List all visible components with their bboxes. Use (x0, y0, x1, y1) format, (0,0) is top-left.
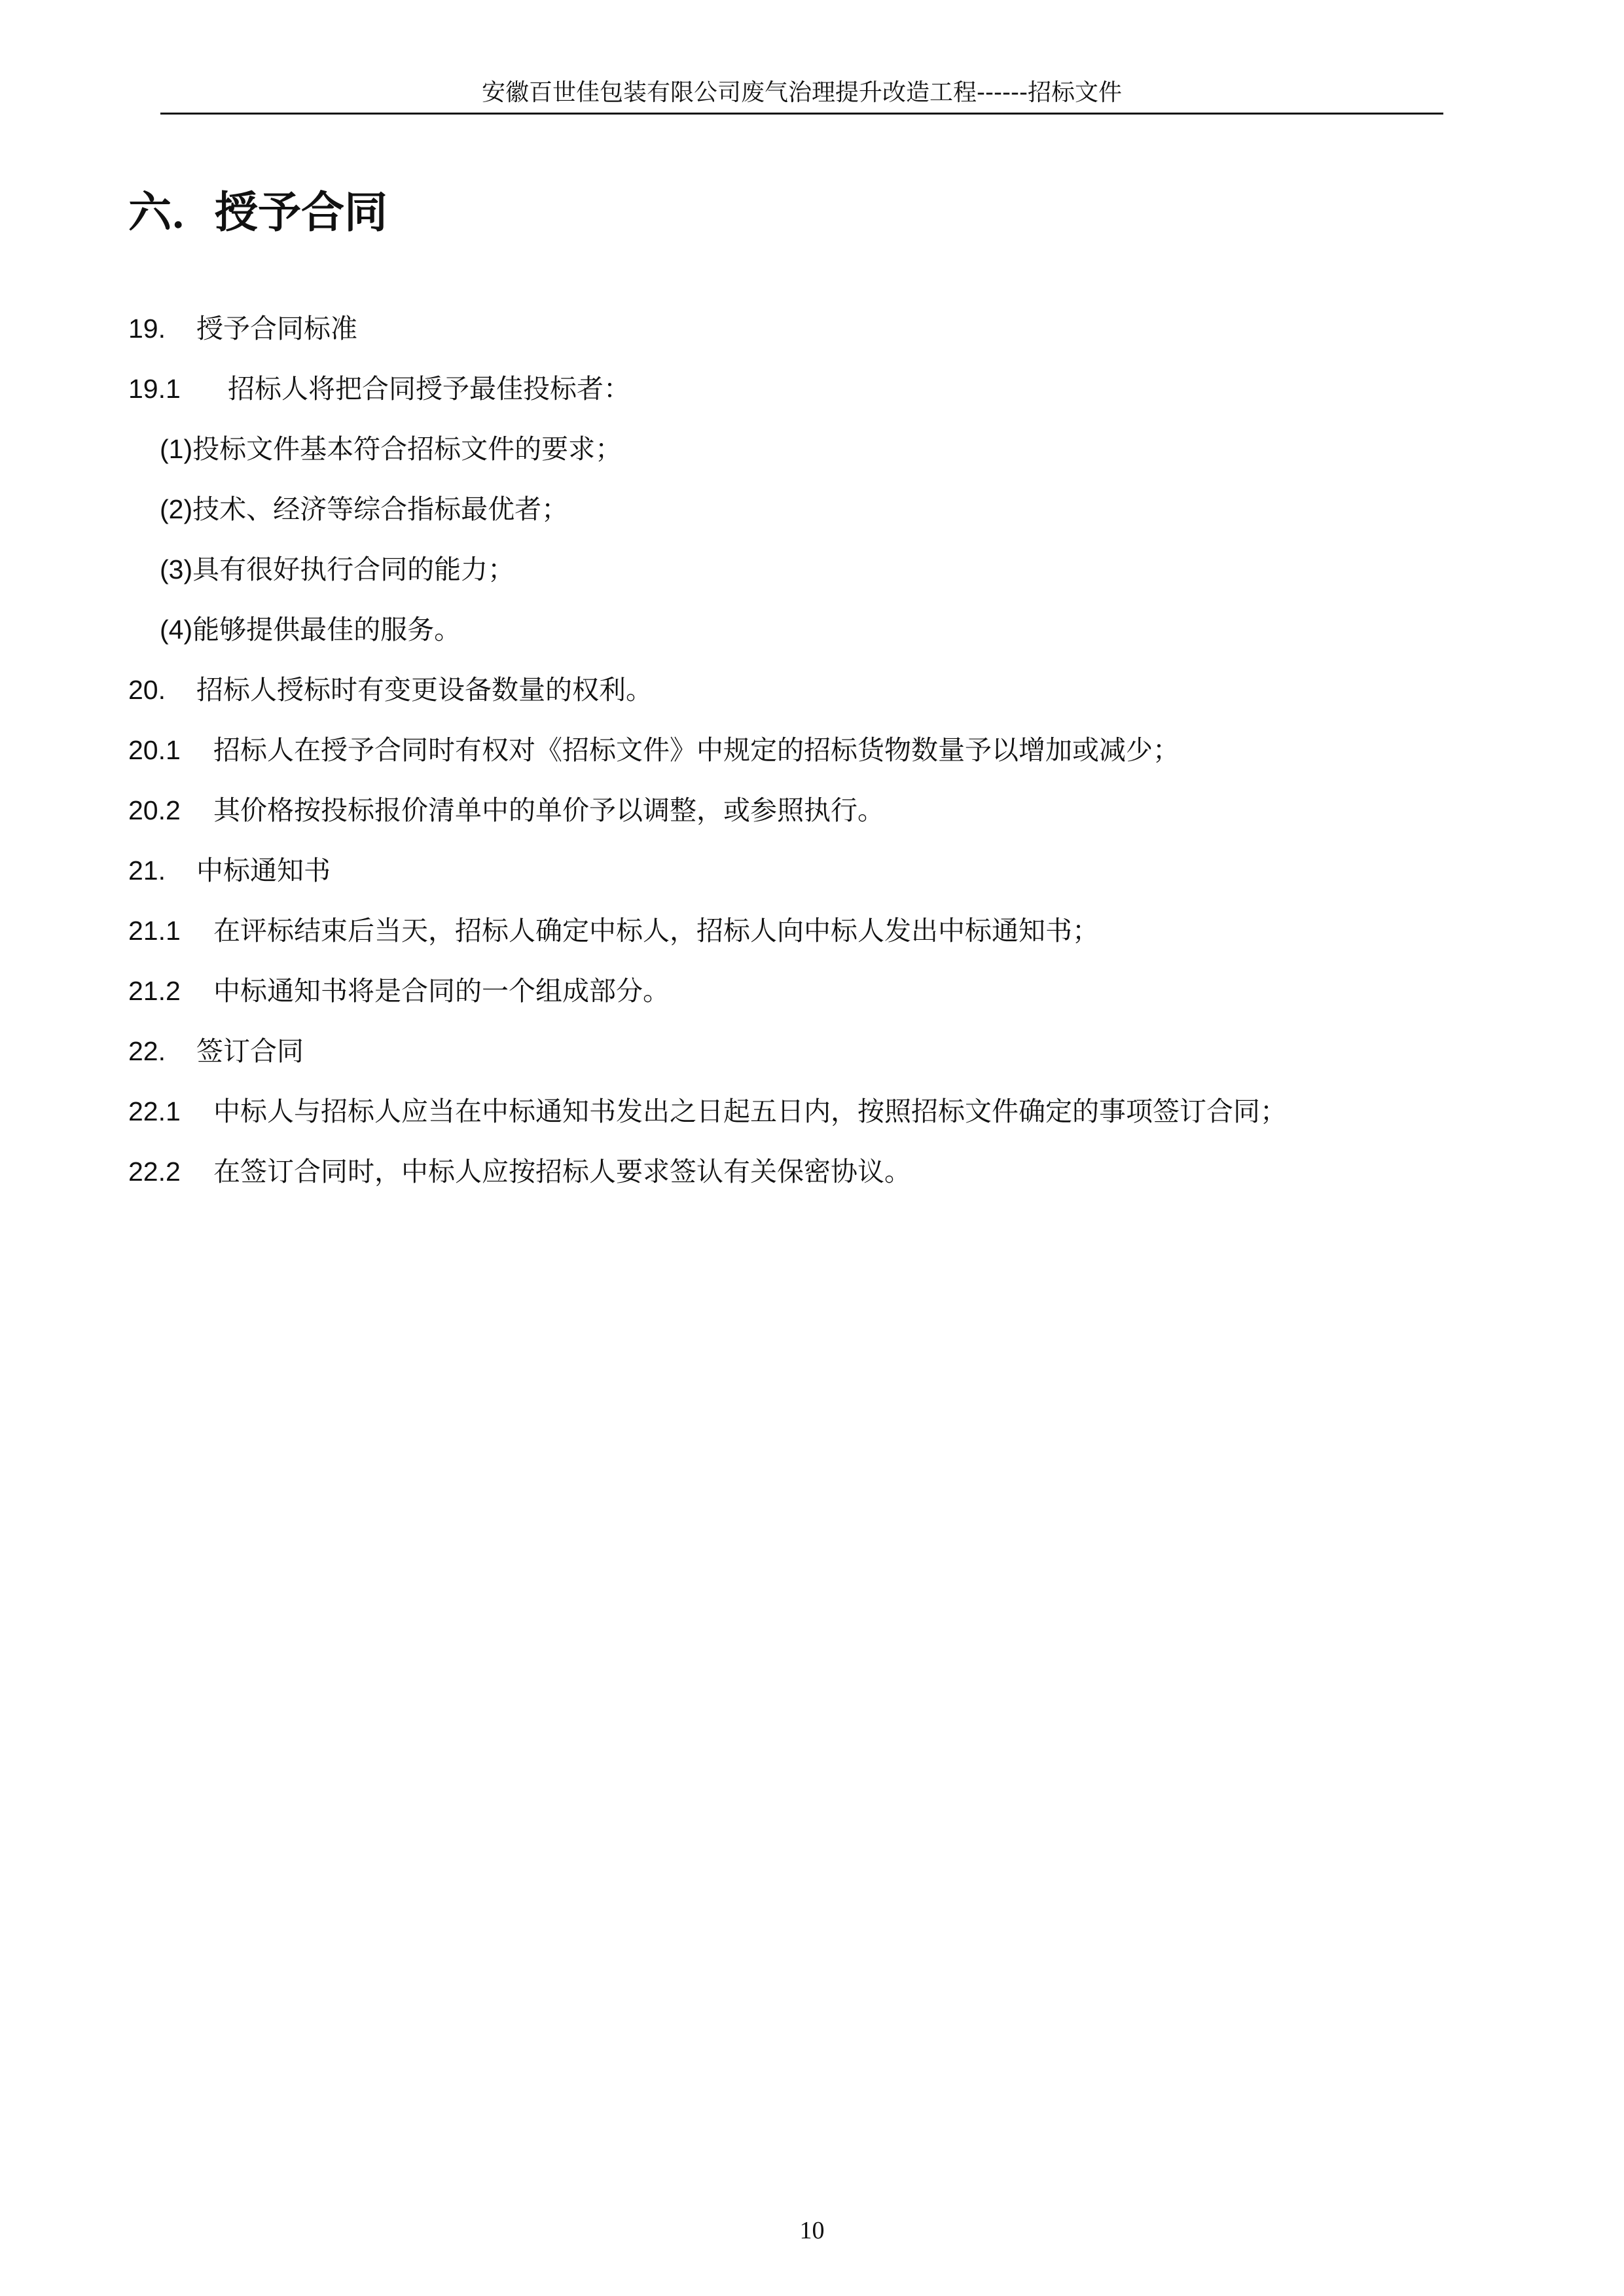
clause-text: 签订合同 (196, 1035, 304, 1067)
clause-text: 授予合同标准 (196, 313, 357, 344)
clause-text: 招标人在授予合同时有权对《招标文件》中规定的招标货物数量予以增加或减少； (213, 734, 1180, 766)
clause-19-1 (128, 366, 630, 412)
clause-text: 招标人将把合同授予最佳投标者： (228, 373, 630, 404)
criterion-2 (160, 486, 568, 532)
clause-21-1 (128, 908, 1099, 954)
clause-21 (128, 848, 331, 893)
clause-20-1 (128, 727, 1180, 773)
clause-text: 中标人与招标人应当在中标通知书发出之日起五日内，按照招标文件确定的事项签订合同； (213, 1096, 1287, 1127)
criterion-text: 技术、经济等综合指标最优者； (192, 493, 569, 525)
criterion-number: (3) (160, 554, 193, 584)
clause-number: 22. (128, 1036, 166, 1066)
criterion-text: 投标文件基本符合招标文件的要求； (192, 433, 623, 465)
section-title: 六．授予合同 (128, 187, 388, 238)
clause-20 (128, 667, 653, 713)
criterion-1 (160, 426, 622, 472)
clause-number: 20.1 (128, 735, 181, 765)
clause-number: 19.1 (128, 374, 181, 404)
clause-text: 在签订合同时，中标人应按招标人要求签认有关保密协议。 (213, 1156, 911, 1187)
clause-text: 在评标结束后当天，招标人确定中标人，招标人向中标人发出中标通知书； (213, 915, 1099, 946)
clause-text: 中标通知书 (196, 855, 331, 886)
criterion-text: 具有很好执行合同的能力； (192, 554, 515, 585)
criterion-4 (160, 607, 461, 653)
clause-number: 19. (128, 314, 166, 344)
clause-number: 21.2 (128, 976, 181, 1006)
clause-21-2 (128, 968, 670, 1014)
clause-number: 20.2 (128, 795, 181, 825)
clause-text: 中标通知书将是合同的一个组成部分。 (213, 975, 670, 1007)
clause-number: 22.1 (128, 1096, 181, 1126)
clause-number: 20. (128, 675, 166, 705)
clause-text: 招标人授标时有变更设备数量的权利。 (196, 674, 653, 706)
clause-22-1 (128, 1088, 1287, 1134)
clause-number: 21. (128, 855, 166, 886)
clause-number: 22.2 (128, 1157, 181, 1187)
clause-20-2 (128, 787, 884, 833)
criterion-3 (160, 547, 514, 592)
clause-number: 21.1 (128, 916, 181, 946)
clause-22 (128, 1028, 304, 1074)
clause-text: 其价格按投标报价清单中的单价予以调整，或参照执行。 (213, 795, 884, 826)
criterion-number: (2) (160, 494, 193, 524)
criterion-text: 能够提供最佳的服务。 (192, 614, 461, 645)
criterion-number: (4) (160, 615, 193, 645)
page-number: 10 (799, 2217, 825, 2244)
document-header (160, 73, 1443, 113)
clause-19 (128, 306, 357, 351)
header-divider (160, 113, 1443, 115)
criterion-number: (1) (160, 434, 193, 464)
clause-22-2 (128, 1149, 911, 1194)
header-title: 安徽百世佳包装有限公司废气治理提升改造工程------招标文件 (482, 79, 1122, 106)
